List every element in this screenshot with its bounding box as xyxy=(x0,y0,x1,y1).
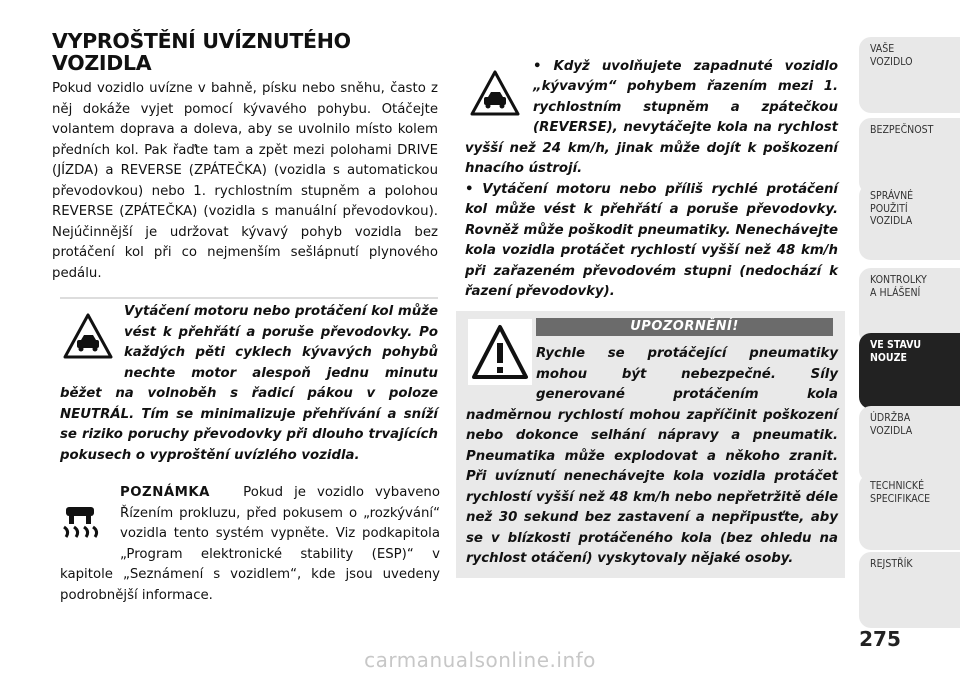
sidebar-tab-label: VOZIDLO xyxy=(870,55,913,68)
caution-body: Rychle se protáčející pneumatiky mohou být nebezpečné. Síly generované protáčením kola nadměrnou rychlostí mohou zapříčinit poškození nebo dokonce selhání nápravy a pneumatik. Pneumatika může explodovat a někoho zranit. Při uvíznutí nenechávejte kola vozidla protáčet rychlostí vyšší než 48 km/h nebo nepřetržitě déle než 30 sekund bez zastavení a nepřipusťte, aby se v blízkosti protáčeného kola (bez ohledu na rychlost otáčení) vyskytovaly nějaké osoby. xyxy=(466,346,838,566)
caution-box xyxy=(456,311,845,578)
divider xyxy=(60,297,438,299)
watermark: carmanualsonline.info xyxy=(364,648,596,672)
chapter-sidebar xyxy=(859,0,960,678)
sidebar-tab[interactable] xyxy=(859,118,960,194)
sidebar-tab-label: VOZIDLA xyxy=(870,424,913,437)
sidebar-tab-label: REJSTŘÍK xyxy=(870,558,913,570)
icon-spacer xyxy=(466,344,536,392)
traction-control-icon xyxy=(60,501,112,549)
sidebar-tab-label: SPECIFIKACE xyxy=(870,492,931,505)
skidding-car-warning-icon xyxy=(465,67,525,119)
sidebar-tab[interactable] xyxy=(859,333,960,409)
sidebar-tab-label: VE STAVU xyxy=(870,339,922,351)
sidebar-tab-label: VAŠE xyxy=(870,43,895,55)
caution-title: UPOZORNĚNÍ! xyxy=(536,318,833,336)
sidebar-tab[interactable] xyxy=(859,474,960,550)
note-text: Pokud je vozidlo vybaveno Řízením prokluzu, před pokusem o „rozkývání“ vozidla tento systém vypněte. Viz podkapitola „Program elektronické stability (ESP)“ v kapitole „Seznámení s vozidlem“, kde jsou uvedeny podrobnější informace. xyxy=(60,485,440,603)
warning-block-1 xyxy=(60,302,438,466)
sidebar-tab[interactable] xyxy=(859,406,960,482)
intro-paragraph: Pokud vozidlo uvízne v bahně, písku nebo sněhu, často z něj dokáže vyjet pomocí kývavého pohybu. Otáčejte volantem doprava a doleva, aby se uvolnilo místo kolem předních kol. Pak řaďte tam a zpět mezi polohami DRIVE (JÍZDA) a REVERSE (ZPÁTEČKA) (vozidla s automatickou převodovkou) nebo 1. rychlostním stupněm a polohou REVERSE (ZPÁTEČKA) (vozidla s manuální převodovkou). Nejúčinnější je udržovat kývavý pohyb vozidla bez protáčení kol při co nejmenším sešlápnutí plynového pedálu. xyxy=(52,81,438,281)
sidebar-tab-label: NOUZE xyxy=(870,351,907,364)
sidebar-tab-label: KONTROLKY xyxy=(870,274,927,286)
sidebar-tab[interactable] xyxy=(859,184,960,260)
sidebar-tab-label: ÚDRŽBA xyxy=(870,412,911,424)
sidebar-tab[interactable] xyxy=(859,37,960,113)
sidebar-tab-label: BEZPEČNOST xyxy=(870,124,934,136)
warning-text-1: Vytáčení motoru nebo protáčení kol může vést k přehřátí a poruše převodovky. Po každých pěti cyklech kývavých pohybů nechte motor alespoň jednu minutu běžet na volnoběh s řadicí pákou v poloze NEUTRÁL. Tím se minimalizuje přehřívání a sníží se riziko poruchy převodovky při dlouho trvajících pokusech o vyproštění uvízlého vozidla. xyxy=(60,304,438,463)
sidebar-tab-label: SPRÁVNÉ xyxy=(870,190,914,202)
page-number: 275 xyxy=(859,627,901,651)
caution-text xyxy=(466,344,838,570)
note-block xyxy=(60,483,440,606)
warning-block-2 xyxy=(465,36,838,303)
sidebar-tab-label: VOZIDLA xyxy=(870,215,913,227)
sidebar-tab-label: TECHNICKÉ xyxy=(870,480,925,492)
sidebar-tab-label: A HLÁŠENÍ xyxy=(870,286,921,299)
note-label: POZNÁMKA xyxy=(120,485,210,500)
sidebar-tab-label: POUŽITÍ xyxy=(870,202,908,215)
skidding-car-warning-icon xyxy=(60,310,116,362)
warning-text-2: • Když uvolňujete zapadnuté vozidlo „kývavým“ pohybem řazením mezi 1. rychlostním stupněm a zpátečkou (REVERSE), nevytáčejte kola na rychlost vyšší než 24 km/h, jinak může dojít k poškození hnacího ústrojí. • Vytáčení motoru nebo příliš rychlé protáčení kol může vést k přehřátí a poruše převodovky. Rovněž může poškodit pneumatiky. Nenechávejte kola vozidla protáčet rychlostí vyšší než 48 km/h při zařazeném převodovém stupni (nedochází k řazení převodovky). xyxy=(465,58,838,299)
section-heading: VYPROŠTĚNÍ UVÍZNUTÉHO VOZIDLA xyxy=(52,29,351,75)
sidebar-tab[interactable] xyxy=(859,552,960,628)
